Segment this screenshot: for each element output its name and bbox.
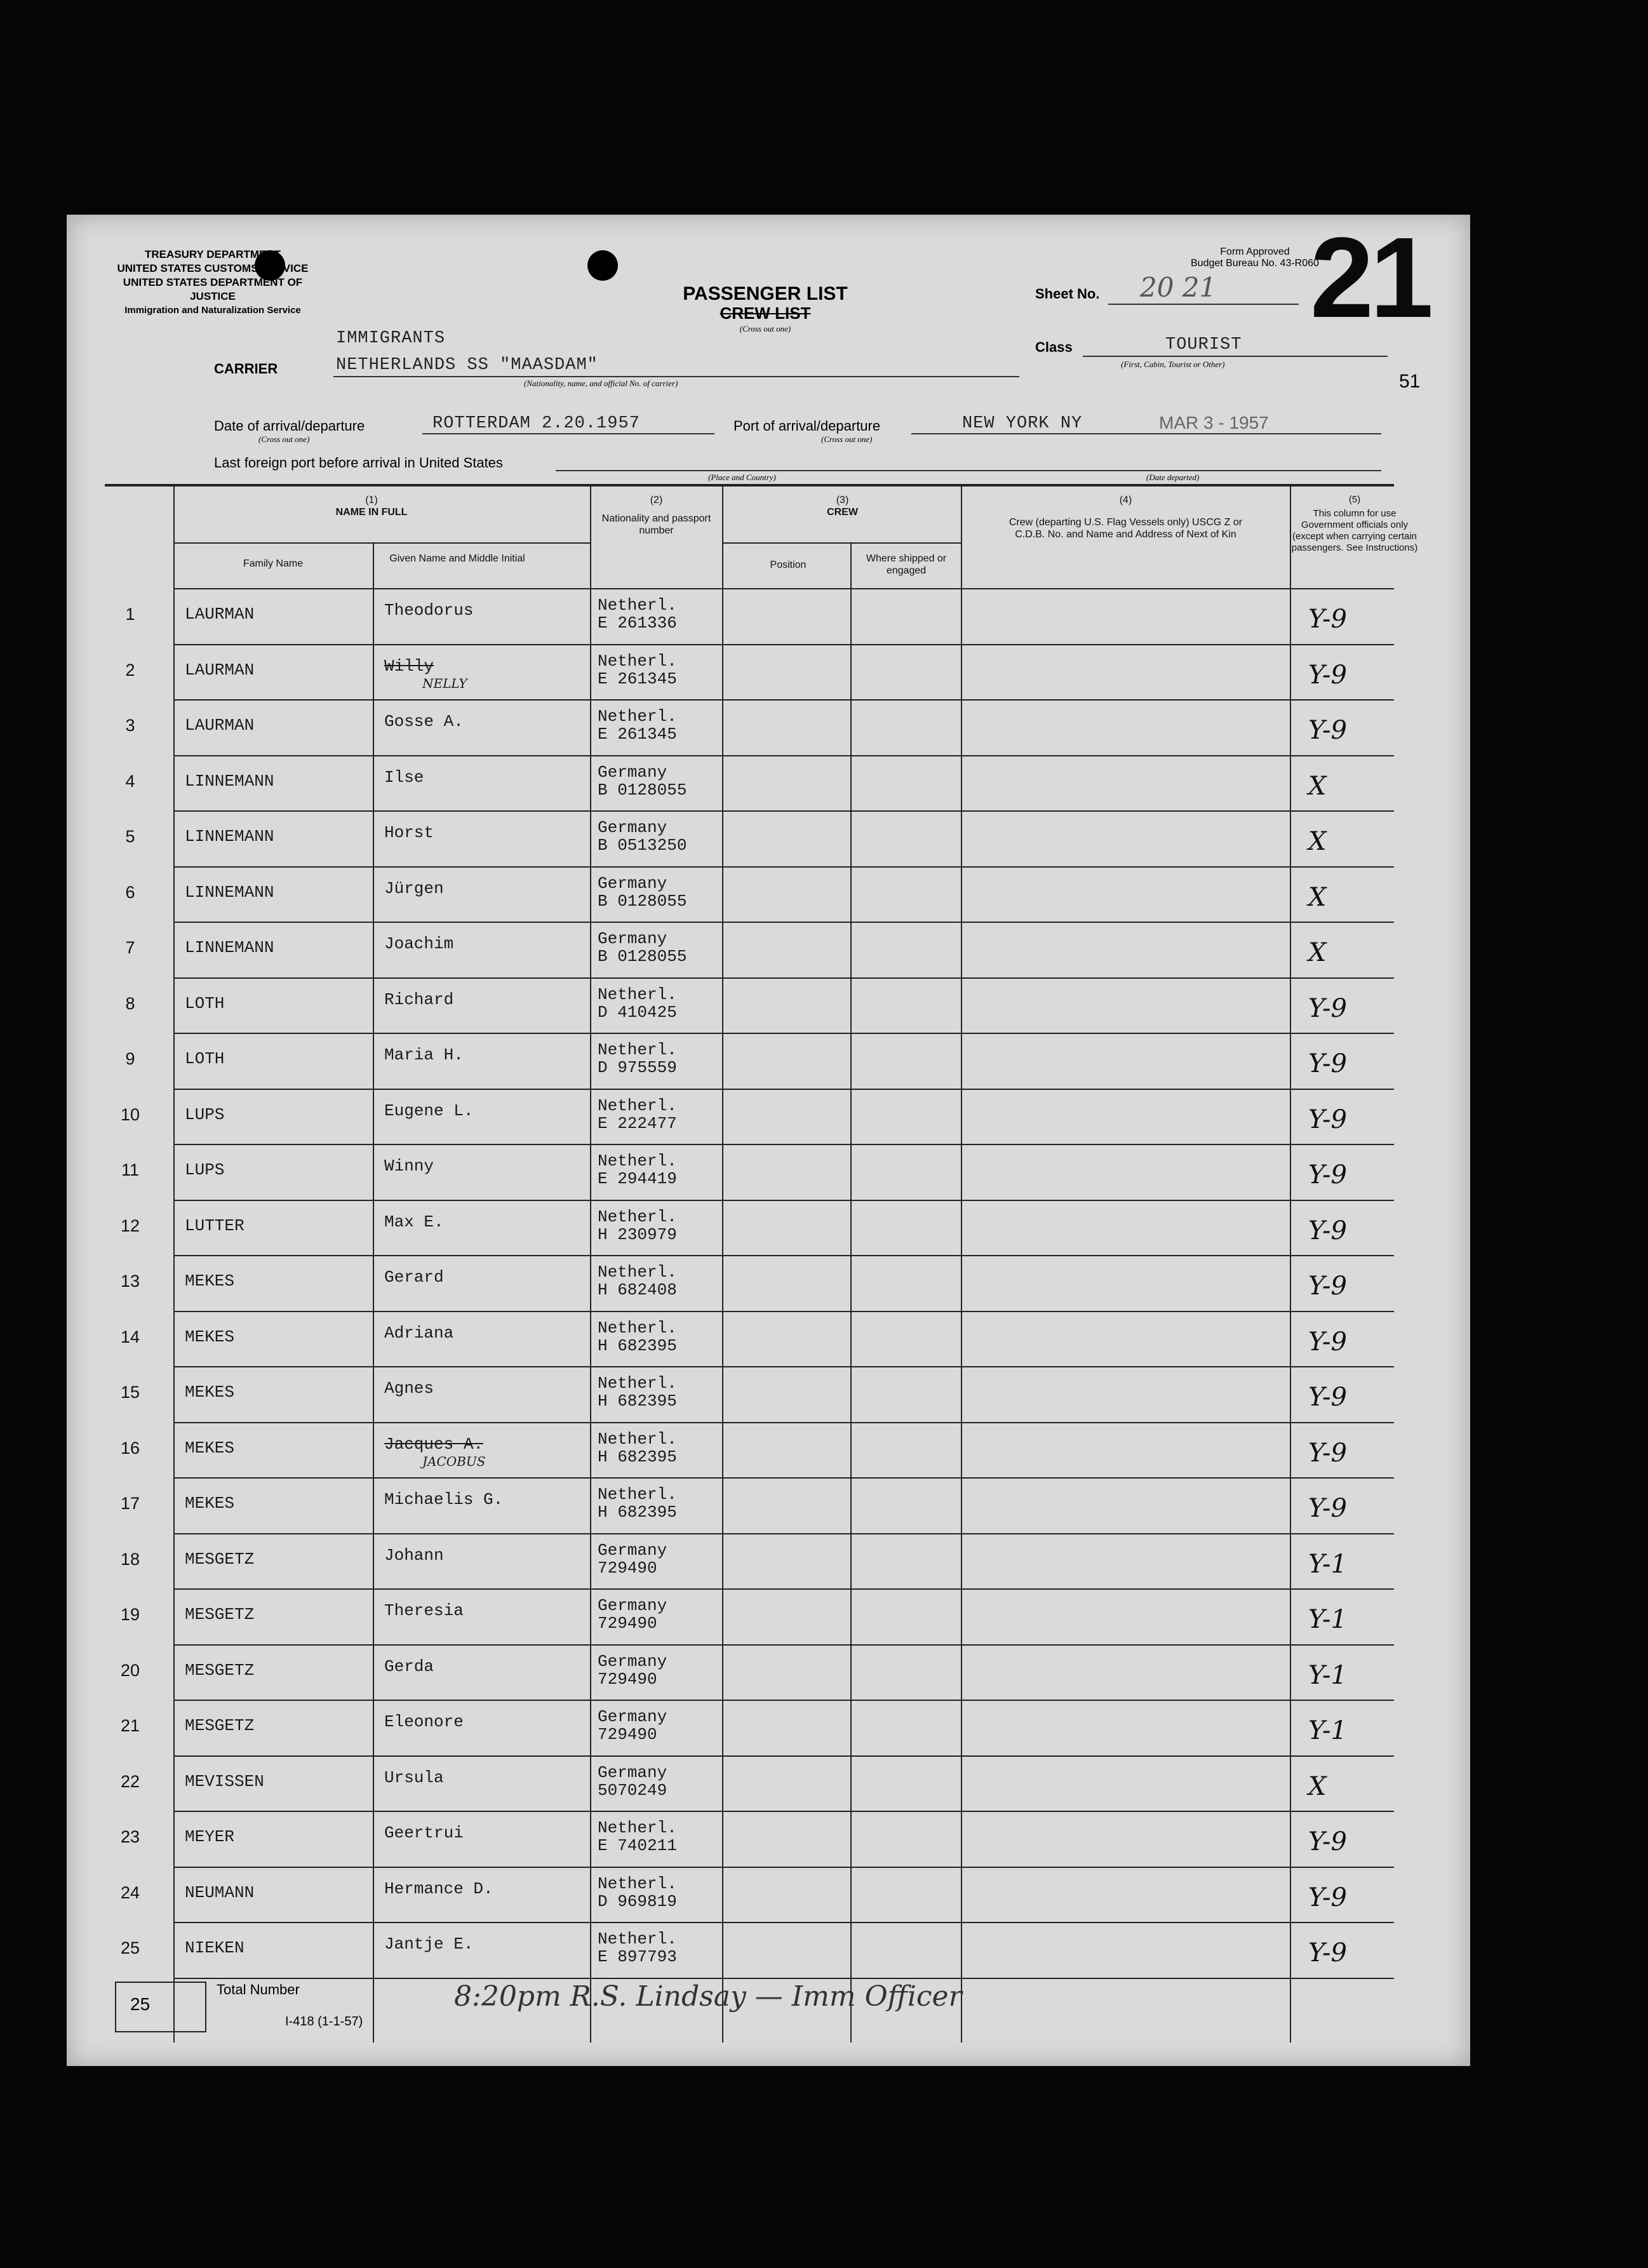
row-rule bbox=[175, 866, 1394, 868]
row-rule bbox=[175, 810, 1394, 812]
row-rule bbox=[175, 1366, 1394, 1367]
official-mark: X bbox=[1308, 1771, 1327, 1801]
family-name: MEKES bbox=[185, 1272, 235, 1291]
row-number: 10 bbox=[120, 1104, 140, 1124]
nationality: Netherl. bbox=[598, 651, 677, 671]
given-name: Max E. bbox=[384, 1212, 444, 1231]
class-value: TOURIST bbox=[1165, 335, 1242, 354]
passport-number: 729490 bbox=[598, 1669, 657, 1689]
given-name: Gerda bbox=[384, 1656, 434, 1676]
passport-number: D 969819 bbox=[598, 1891, 677, 1911]
port-note: (Cross out one) bbox=[821, 434, 873, 444]
official-mark: Y-9 bbox=[1308, 1827, 1347, 1856]
official-mark: Y-9 bbox=[1308, 716, 1347, 745]
row-number: 19 bbox=[120, 1605, 140, 1624]
row-rule bbox=[175, 977, 1394, 979]
family-name: LINNEMANN bbox=[185, 938, 274, 957]
official-mark: Y-9 bbox=[1308, 993, 1347, 1023]
row-rule bbox=[175, 1200, 1394, 1201]
row-number: 14 bbox=[120, 1327, 140, 1346]
family-name: LINNEMANN bbox=[185, 882, 274, 902]
nationality: Netherl. bbox=[598, 1929, 677, 1949]
col-line bbox=[373, 542, 374, 2043]
nationality: Germany bbox=[598, 762, 667, 782]
passport-number: E 294419 bbox=[598, 1169, 677, 1188]
row-rule bbox=[175, 1811, 1394, 1812]
row-rule bbox=[175, 1867, 1394, 1868]
family-name: LUPS bbox=[185, 1160, 225, 1179]
official-mark: X bbox=[1308, 938, 1327, 967]
cross-out-note: (Cross out one) bbox=[739, 324, 791, 333]
family-name: NIEKEN bbox=[185, 1938, 245, 1957]
col1-header bbox=[175, 494, 568, 518]
family-name: MESGETZ bbox=[185, 1660, 255, 1680]
col4-title: Crew (departing U.S. Flag Vessels only) USCG Z or C.D.B. No. and Name and Address of Next of Kin bbox=[1008, 517, 1243, 540]
row-rule bbox=[175, 1533, 1394, 1534]
family-name: LOTH bbox=[185, 1049, 225, 1068]
row-number: 2 bbox=[125, 660, 135, 680]
date-departed-note: (Date departed) bbox=[1146, 473, 1200, 482]
passport-number: B 0128055 bbox=[598, 891, 687, 911]
passport-number: D 410425 bbox=[598, 1002, 677, 1022]
passport-number: H 682408 bbox=[598, 1280, 677, 1299]
nationality: Netherl. bbox=[598, 1374, 677, 1393]
class-label: Class bbox=[1035, 339, 1073, 355]
official-mark: Y-9 bbox=[1308, 605, 1347, 634]
given-name: Willy bbox=[384, 656, 434, 676]
passport-number: 729490 bbox=[598, 1725, 657, 1744]
passport-number: H 682395 bbox=[598, 1336, 677, 1355]
col4-num: (4) bbox=[1119, 495, 1132, 506]
port-value: NEW YORK NY bbox=[962, 414, 1083, 433]
row-rule bbox=[175, 1588, 1394, 1590]
nationality: Germany bbox=[598, 1651, 667, 1671]
row-number: 7 bbox=[125, 938, 135, 957]
family-name: MESGETZ bbox=[185, 1716, 255, 1735]
official-mark: Y-9 bbox=[1308, 660, 1347, 690]
carrier-note: (Nationality, name, and official No. of carrier) bbox=[524, 379, 678, 388]
col-line bbox=[173, 486, 175, 2043]
family-name: MEKES bbox=[185, 1383, 235, 1402]
col1a-header: Family Name bbox=[243, 558, 304, 569]
official-mark: Y-9 bbox=[1308, 1049, 1347, 1078]
family-name: LOTH bbox=[185, 993, 225, 1013]
nationality: Germany bbox=[598, 818, 667, 837]
given-name: Gerard bbox=[384, 1268, 444, 1287]
nationality: Netherl. bbox=[598, 1318, 677, 1338]
official-mark: Y-1 bbox=[1308, 1660, 1347, 1690]
row-rule bbox=[175, 699, 1394, 701]
table-top-rule bbox=[105, 484, 1394, 486]
family-name: MEYER bbox=[185, 1827, 235, 1846]
nationality: Netherl. bbox=[598, 596, 677, 615]
passport-number: D 975559 bbox=[598, 1058, 677, 1077]
passport-number: E 261345 bbox=[598, 725, 677, 744]
given-name: Geertrui bbox=[384, 1823, 464, 1842]
given-name: Johann bbox=[384, 1545, 444, 1565]
sheet-underline bbox=[1108, 304, 1299, 305]
col1-num: (1) bbox=[365, 495, 378, 506]
header-divider bbox=[175, 542, 591, 544]
row-number: 25 bbox=[120, 1938, 140, 1957]
agency-line: UNITED STATES CUSTOMS SERVICE bbox=[117, 262, 309, 274]
place-note: (Place and Country) bbox=[708, 473, 776, 482]
row-number: 6 bbox=[125, 882, 135, 902]
row-rule bbox=[175, 1755, 1394, 1757]
official-mark: Y-1 bbox=[1308, 1716, 1347, 1745]
sheet-label: Sheet No. bbox=[1035, 286, 1100, 302]
nationality: Netherl. bbox=[598, 707, 677, 726]
family-name: NEUMANN bbox=[185, 1882, 255, 1902]
carrier-line-2: NETHERLANDS SS "MAASDAM" bbox=[336, 356, 598, 375]
given-name: Hermance D. bbox=[384, 1879, 493, 1898]
row-rule bbox=[175, 1144, 1394, 1145]
passport-number: E 261345 bbox=[598, 669, 677, 688]
passport-number: H 682395 bbox=[598, 1447, 677, 1466]
family-name: LAURMAN bbox=[185, 660, 255, 680]
port-underline bbox=[911, 433, 1381, 434]
family-name: MESGETZ bbox=[185, 1605, 255, 1624]
given-name: Theresia bbox=[384, 1601, 464, 1620]
row-number: 4 bbox=[125, 771, 135, 791]
last-port-label: Last foreign port before arrival in United States bbox=[214, 455, 503, 471]
nationality: Germany bbox=[598, 929, 667, 948]
official-mark: Y-9 bbox=[1308, 1327, 1347, 1357]
col2-num: (2) bbox=[650, 495, 663, 506]
family-name: LAURMAN bbox=[185, 605, 255, 624]
row-rule bbox=[175, 1255, 1394, 1256]
given-name: Horst bbox=[384, 823, 434, 842]
form-approved-block bbox=[1191, 246, 1319, 269]
form-title: PASSENGER LIST bbox=[683, 283, 848, 304]
given-name: Eugene L. bbox=[384, 1101, 474, 1120]
family-name: LAURMAN bbox=[185, 716, 255, 735]
nationality: Germany bbox=[598, 873, 667, 893]
family-name: LUPS bbox=[185, 1104, 225, 1124]
col3b-header: Where shipped or engaged bbox=[866, 553, 947, 576]
row-number: 16 bbox=[120, 1438, 140, 1458]
row-number: 23 bbox=[120, 1827, 140, 1846]
row-number: 24 bbox=[120, 1882, 140, 1902]
nationality: Netherl. bbox=[598, 1263, 677, 1282]
sheet-big-number: 21 bbox=[1310, 214, 1430, 342]
agency-line: Immigration and Naturalization Service bbox=[124, 305, 301, 316]
row-rule bbox=[175, 1311, 1394, 1312]
row-number: 8 bbox=[125, 993, 135, 1013]
family-name: LINNEMANN bbox=[185, 771, 274, 791]
col5-num: (5) bbox=[1348, 494, 1361, 505]
row-rule bbox=[175, 1922, 1394, 1923]
sheet-handwritten: 20 21 bbox=[1140, 272, 1217, 303]
passport-number: 729490 bbox=[598, 1558, 657, 1578]
given-name: Jürgen bbox=[384, 878, 444, 898]
nationality: Netherl. bbox=[598, 1151, 677, 1171]
date-note: (Cross out one) bbox=[258, 434, 310, 444]
row-rule bbox=[175, 644, 1394, 645]
official-mark: X bbox=[1308, 771, 1327, 801]
nationality: Netherl. bbox=[598, 1818, 677, 1837]
given-name: Agnes bbox=[384, 1379, 434, 1398]
col4-header bbox=[962, 494, 1289, 540]
given-name: Joachim bbox=[384, 934, 454, 953]
passport-number: B 0128055 bbox=[598, 780, 687, 800]
punch-hole bbox=[587, 250, 618, 281]
budget-bureau: Budget Bureau No. 43-R060 bbox=[1191, 258, 1319, 269]
header-divider bbox=[723, 542, 961, 544]
given-name: Maria H. bbox=[384, 1045, 464, 1064]
agency-line: TREASURY DEPARTMENT bbox=[144, 248, 281, 260]
date-departed-underline bbox=[994, 470, 1381, 471]
given-name: Jacques A. bbox=[384, 1434, 484, 1454]
row-number: 17 bbox=[120, 1494, 140, 1513]
official-mark: Y-1 bbox=[1308, 1549, 1347, 1579]
given-name: Michaelis G. bbox=[384, 1490, 504, 1509]
officer-signature: 8:20pm R.S. Lindsay — Imm Officer bbox=[454, 1980, 962, 2013]
family-name: LUTTER bbox=[185, 1216, 245, 1235]
row-number: 20 bbox=[120, 1660, 140, 1680]
family-name: MESGETZ bbox=[185, 1549, 255, 1569]
official-mark: Y-1 bbox=[1308, 1605, 1347, 1634]
class-underline bbox=[1083, 356, 1388, 357]
col-line bbox=[961, 486, 962, 2043]
passport-number: E 222477 bbox=[598, 1113, 677, 1133]
row-rule bbox=[175, 755, 1394, 756]
form-id: I-418 (1-1-57) bbox=[285, 2015, 363, 2029]
col-line bbox=[850, 542, 852, 2043]
nationality: Netherl. bbox=[598, 1429, 677, 1449]
passport-number: B 0513250 bbox=[598, 836, 687, 855]
agency-line: UNITED STATES DEPARTMENT OF JUSTICE bbox=[123, 276, 303, 302]
family-name: MEVISSEN bbox=[185, 1771, 264, 1791]
total-box bbox=[115, 1982, 206, 2032]
row-rule bbox=[175, 1089, 1394, 1090]
col1-title: NAME IN FULL bbox=[335, 507, 408, 518]
col5-header bbox=[1291, 494, 1418, 554]
row-rule bbox=[175, 922, 1394, 923]
col3-num: (3) bbox=[836, 495, 849, 506]
nationality: Netherl. bbox=[598, 1207, 677, 1226]
nationality: Netherl. bbox=[598, 1874, 677, 1893]
passport-number: 729490 bbox=[598, 1614, 657, 1633]
nationality: Germany bbox=[598, 1540, 667, 1560]
row-rule bbox=[175, 1700, 1394, 1701]
official-mark: Y-9 bbox=[1308, 1938, 1347, 1968]
row-number: 11 bbox=[121, 1160, 140, 1179]
col-line bbox=[590, 486, 591, 2043]
date-label: Date of arrival/departure bbox=[214, 418, 365, 434]
family-name: MEKES bbox=[185, 1438, 235, 1458]
family-name: MEKES bbox=[185, 1327, 235, 1346]
form-approved: Form Approved bbox=[1220, 246, 1290, 257]
date-value: ROTTERDAM 2.20.1957 bbox=[432, 414, 640, 433]
row-number: 1 bbox=[125, 605, 135, 624]
carrier-underline bbox=[333, 376, 1019, 377]
row-number: 21 bbox=[120, 1716, 140, 1735]
col-line bbox=[722, 486, 723, 2043]
row-rule bbox=[175, 1644, 1394, 1646]
row-number: 15 bbox=[120, 1383, 140, 1402]
row-number: 9 bbox=[125, 1049, 135, 1068]
form-subtitle-struck: CREW LIST bbox=[720, 304, 811, 323]
given-name: Gosse A. bbox=[384, 712, 464, 731]
passport-number: H 682395 bbox=[598, 1392, 677, 1411]
col-line bbox=[1290, 486, 1291, 2043]
col3-header bbox=[723, 494, 961, 518]
passport-number: E 261336 bbox=[598, 614, 677, 633]
official-mark: Y-9 bbox=[1308, 1104, 1347, 1134]
given-name: Eleonore bbox=[384, 1712, 464, 1731]
family-name: MEKES bbox=[185, 1494, 235, 1513]
col2-header bbox=[591, 494, 721, 537]
official-mark: Y-9 bbox=[1308, 1494, 1347, 1523]
port-label: Port of arrival/departure bbox=[734, 418, 881, 434]
nationality: Germany bbox=[598, 1762, 667, 1782]
given-name: Winny bbox=[384, 1157, 434, 1176]
header-bottom-rule bbox=[175, 588, 1394, 589]
page-number: 51 bbox=[1399, 371, 1421, 392]
row-rule bbox=[175, 1978, 1394, 1979]
official-mark: X bbox=[1308, 882, 1327, 912]
official-mark: Y-9 bbox=[1308, 1438, 1347, 1468]
class-note: (First, Cabin, Tourist or Other) bbox=[1121, 359, 1225, 369]
passport-number: E 740211 bbox=[598, 1836, 677, 1855]
date-underline bbox=[422, 433, 714, 434]
official-mark: Y-9 bbox=[1308, 1272, 1347, 1301]
family-name: LINNEMANN bbox=[185, 827, 274, 846]
given-name: Adriana bbox=[384, 1323, 454, 1343]
col2-title: Nationality and passport number bbox=[601, 513, 711, 536]
given-name: Ursula bbox=[384, 1768, 444, 1787]
official-mark: Y-9 bbox=[1308, 1383, 1347, 1412]
given-name: Richard bbox=[384, 990, 454, 1009]
given-name-handwritten: NELLY bbox=[422, 675, 467, 691]
nationality: Netherl. bbox=[598, 1040, 677, 1059]
port-date-stamp: MAR 3 - 1957 bbox=[1159, 413, 1269, 433]
official-mark: Y-9 bbox=[1308, 1882, 1347, 1912]
row-number: 5 bbox=[125, 827, 135, 846]
row-rule bbox=[175, 1422, 1394, 1423]
nationality: Netherl. bbox=[598, 984, 677, 1004]
row-number: 18 bbox=[120, 1549, 140, 1569]
passport-number: 5070249 bbox=[598, 1780, 667, 1800]
document-sheet bbox=[67, 215, 1470, 2066]
col3a-header: Position bbox=[770, 560, 807, 570]
given-name: Jantje E. bbox=[384, 1935, 474, 1954]
row-number: 3 bbox=[125, 716, 135, 735]
given-name: Ilse bbox=[384, 767, 424, 787]
row-number: 22 bbox=[120, 1771, 140, 1791]
total-label: Total Number bbox=[217, 1982, 300, 1997]
row-rule bbox=[175, 1033, 1394, 1034]
col1b-header: Given Name and Middle Initial bbox=[389, 553, 525, 564]
nationality: Germany bbox=[598, 1707, 667, 1726]
last-port-underline bbox=[556, 470, 1000, 471]
nationality: Germany bbox=[598, 1596, 667, 1615]
passport-number: B 0128055 bbox=[598, 947, 687, 966]
row-rule bbox=[175, 1477, 1394, 1479]
official-mark: Y-9 bbox=[1308, 1160, 1347, 1190]
official-mark: Y-9 bbox=[1308, 1216, 1347, 1245]
official-mark: X bbox=[1308, 827, 1327, 856]
col3-title: CREW bbox=[827, 507, 858, 518]
col5-title: This column for use Government officials only (except when carrying certain passengers. See Instructions) bbox=[1291, 508, 1418, 553]
given-name: Theodorus bbox=[384, 601, 474, 620]
given-name-handwritten: JACOBUS bbox=[422, 1453, 486, 1469]
row-number: 13 bbox=[120, 1272, 140, 1291]
total-box-value: 25 bbox=[130, 1994, 151, 2014]
passport-number: E 897793 bbox=[598, 1947, 677, 1966]
passport-number: H 682395 bbox=[598, 1503, 677, 1522]
nationality: Netherl. bbox=[598, 1096, 677, 1115]
carrier-line-1: IMMIGRANTS bbox=[336, 329, 446, 348]
carrier-label: CARRIER bbox=[214, 361, 278, 377]
nationality: Netherl. bbox=[598, 1485, 677, 1504]
agency-block bbox=[111, 248, 314, 318]
row-number: 12 bbox=[120, 1216, 140, 1235]
passport-number: H 230979 bbox=[598, 1225, 677, 1244]
